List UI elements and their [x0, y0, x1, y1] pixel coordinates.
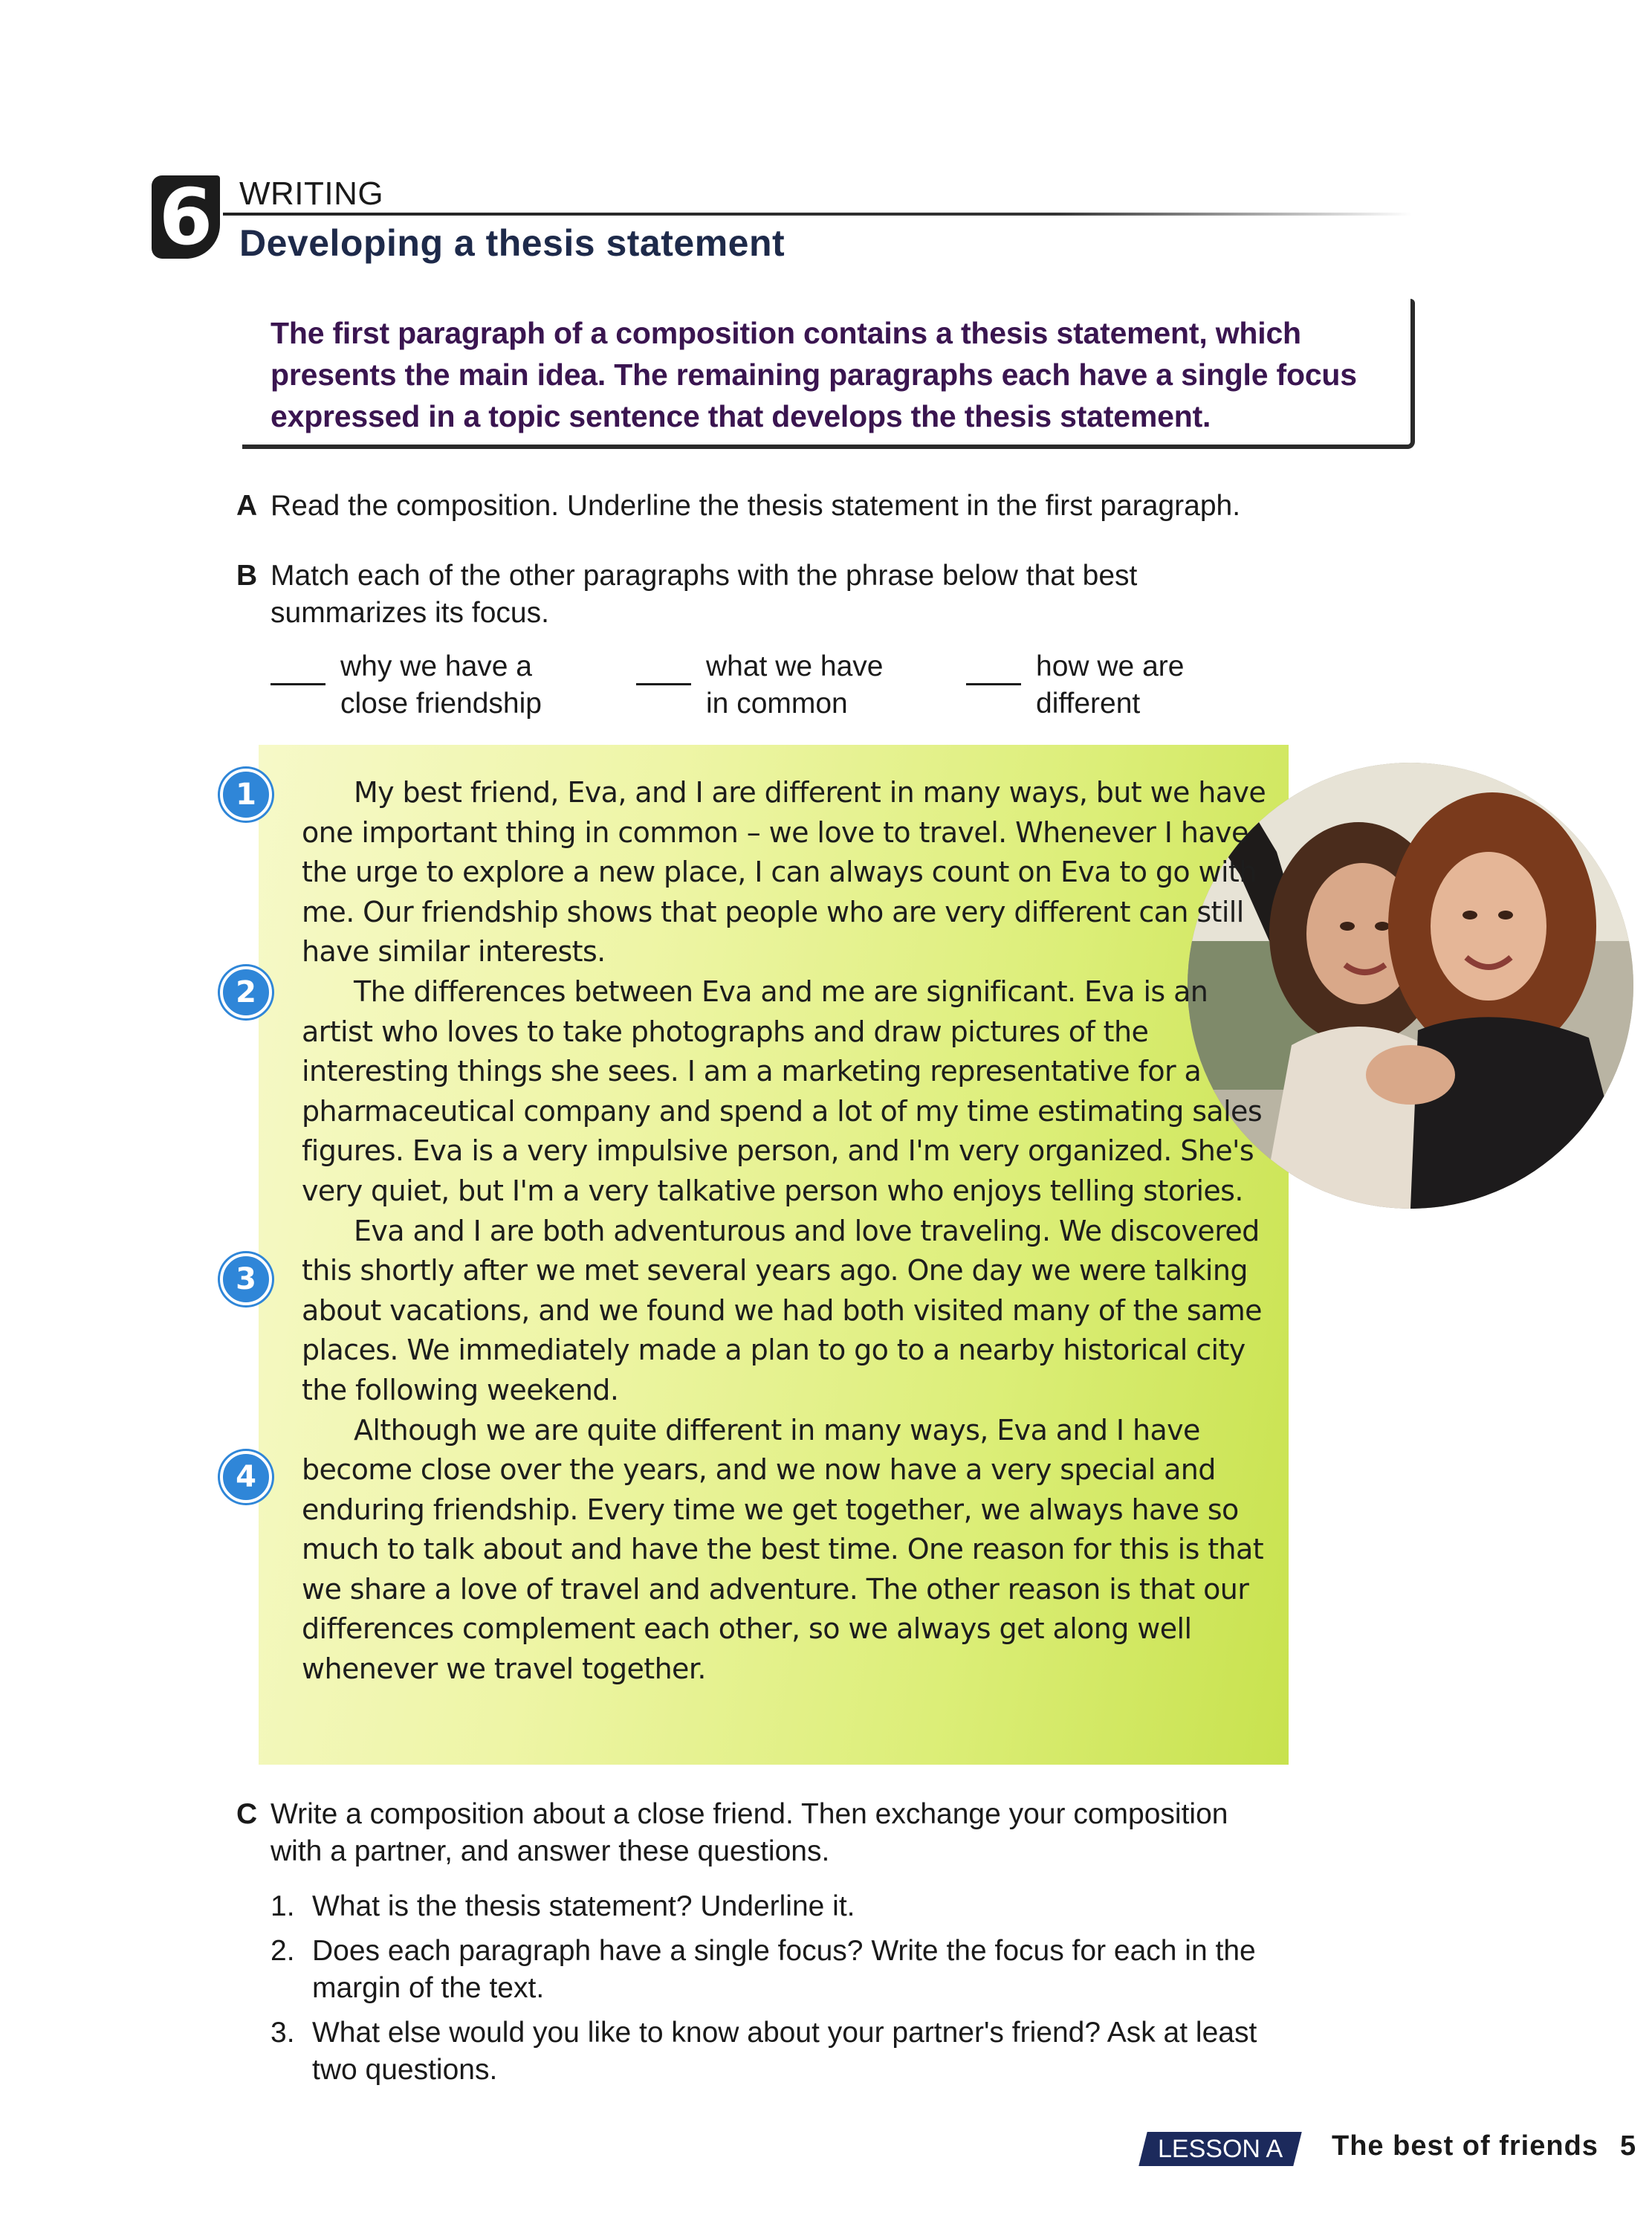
answer-blank[interactable]: [636, 656, 691, 685]
match-option-line2: in common: [706, 688, 848, 720]
match-option-different: [966, 648, 1184, 723]
answer-blank[interactable]: [271, 656, 325, 685]
question-text: Does each paragraph have a single focus? Write the focus for each in the: [312, 1935, 1256, 1967]
instruction-c: [236, 1796, 1425, 1833]
question-text: What is the thesis statement? Underline it.: [312, 1890, 855, 1922]
match-option-line1: why we have a: [340, 650, 532, 682]
instruction-a-text: Read the composition. Underline the thesis statement in the first paragraph.: [271, 490, 1241, 522]
composition-paragraph-3[interactable]: Eva and I are both adventurous and love traveling. We discovered this shortly after we met several years ago. One day we were talking about vacations, and we found we had both visited many of the same places. We immediately made a plan to go to a nearby historical city the following weekend.: [302, 1214, 1262, 1406]
paragraph-number-2: 2: [220, 966, 272, 1018]
lesson-badge: [1138, 2132, 1301, 2166]
question-number: 2.: [271, 1935, 295, 1967]
instruction-b-text-line1: Match each of the other paragraphs with the phrase below that best: [271, 560, 1138, 592]
instruction-b-letter: B: [236, 560, 258, 592]
question-2-continued: margin of the text.: [312, 1972, 545, 2004]
composition-paragraph-1[interactable]: My best friend, Eva, and I are different in many ways, but we have one important thing in common – we love to travel. Whenever I have the urge to explore a new place, I can always count on Eva to go with me. Our friendship shows that people who are very different can still have similar interests.: [302, 776, 1266, 969]
question-1: [271, 1888, 855, 1925]
footer-unit-title: The best of friends: [1332, 2130, 1598, 2162]
instruction-c-text-line1: Write a composition about a close friend. Then exchange your composition: [271, 1798, 1228, 1830]
paragraph-number-3: 3: [220, 1253, 272, 1305]
info-box-text: The first paragraph of a composition contains a thesis statement, which presents the main idea. The remaining paragraphs each have a single focus expressed in a topic sentence that develops the thesis statement.: [271, 316, 1357, 433]
question-2: [271, 1933, 1385, 1970]
match-option-line2: different: [1036, 688, 1141, 720]
instruction-b: [236, 558, 1425, 595]
composition-paragraph-2[interactable]: The differences between Eva and me are significant. Eva is an artist who loves to take photographs and draw pictures of the interesting things she sees. I am a marketing representative for a pharmaceutical company and spend a lot of my time estimating sales figures. Eva is a very impulsive person, and I'm very organized. She's very quiet, but I'm a very talkative person who enjoys telling stories.: [302, 975, 1263, 1207]
question-3-continued: two questions.: [312, 2054, 498, 2086]
paragraph-number-1: 1: [220, 769, 272, 821]
question-text: What else would you like to know about your partner's friend? Ask at least: [312, 2017, 1257, 2049]
instruction-a: [236, 488, 1574, 525]
question-number: 3.: [271, 2017, 295, 2049]
question-3: [271, 2014, 1385, 2052]
page-number: 5: [1620, 2130, 1636, 2162]
section-number-badge: 6: [152, 175, 220, 259]
section-title: Developing a thesis statement: [239, 222, 785, 264]
composition-paragraph-4[interactable]: Although we are quite different in many ways, Eva and I have become close over the years, and we now have a very special and enduring friendship. Every time we get together, we always have so much to talk about and have the best time. One reason for this is that we share a love of travel and adventure. The other reason is that our differences complement each other, so we always get along well whenever we travel together.: [302, 1413, 1264, 1686]
match-option-line1: what we have: [706, 650, 884, 682]
instruction-c-letter: C: [236, 1798, 258, 1830]
match-option-common: [636, 648, 883, 723]
composition-text: [302, 773, 1275, 1690]
section-label: WRITING: [239, 175, 384, 212]
match-option-line1: how we are: [1036, 650, 1185, 682]
instruction-a-letter: A: [236, 490, 258, 522]
paragraph-number-4: 4: [220, 1451, 272, 1503]
instruction-c-text-line2: with a partner, and answer these questions.: [271, 1835, 830, 1867]
question-number: 1.: [271, 1890, 295, 1922]
lesson-badge-label: LESSON A: [1157, 2135, 1283, 2163]
match-option-friendship: [271, 648, 542, 723]
instruction-b-text-line2: summarizes its focus.: [271, 597, 549, 629]
section-divider: [223, 213, 1412, 216]
answer-blank[interactable]: [966, 656, 1021, 685]
match-option-line2: close friendship: [340, 688, 542, 720]
